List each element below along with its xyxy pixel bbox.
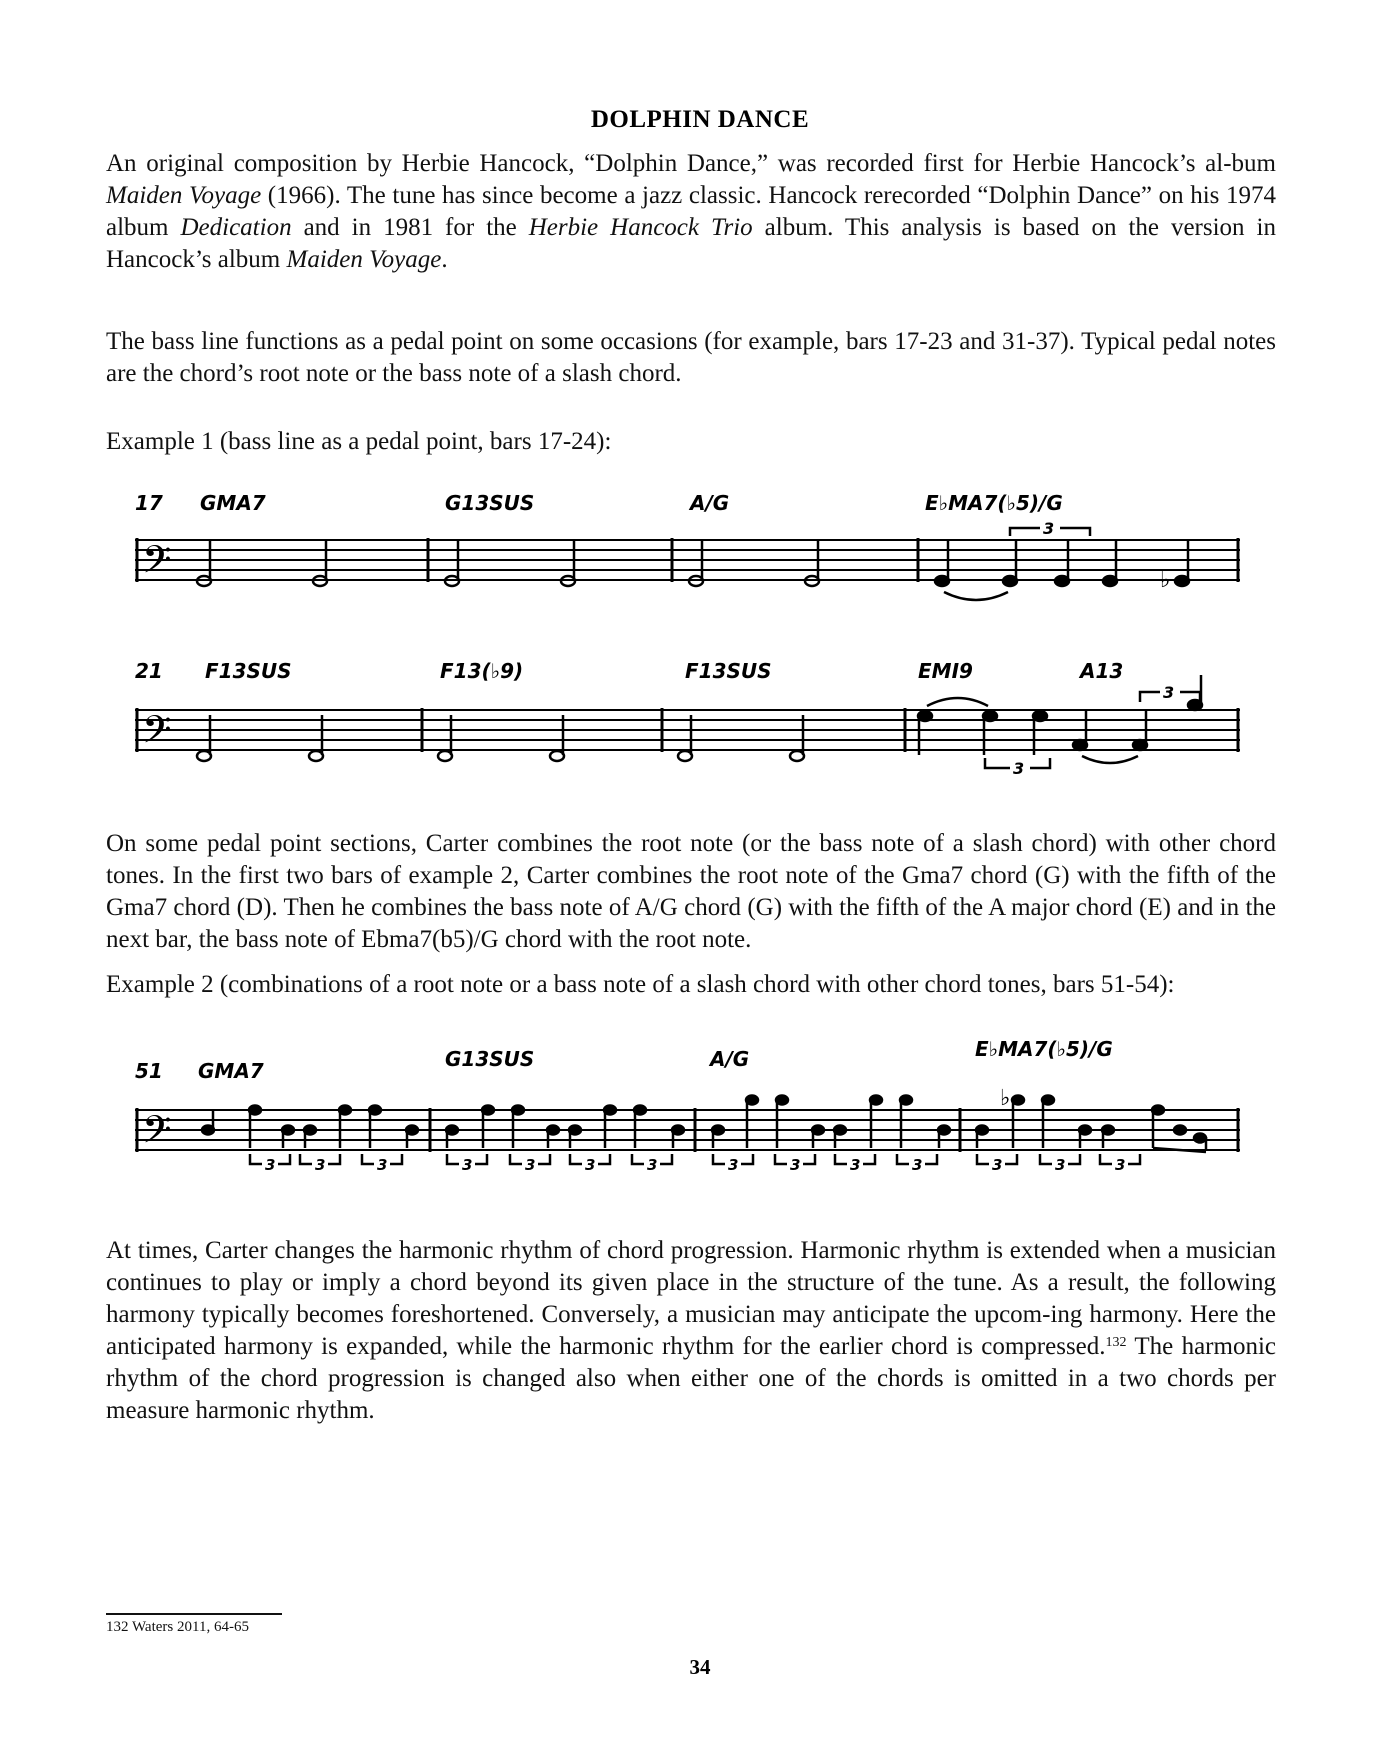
text-run: The harmonic rhythm of the chord progression is changed also when either one of the chords is omitted in a two chords per measure harmonic rhythm. xyxy=(106,1333,1276,1424)
tuplet-number: 3 xyxy=(1115,1156,1126,1174)
bass-clef-icon: 𝄢 xyxy=(142,1107,172,1161)
bass-clef-icon: 𝄢 xyxy=(142,707,172,761)
pedal-point-paragraph: The bass line functions as a pedal point on some occasions (for example, bars 17-23 and 31-37). Typical pedal notes are the chord’s root note or the bass note of a slash chord. xyxy=(106,328,1276,387)
text-run: and in 1981 for the xyxy=(291,214,529,241)
bar-number: 21 xyxy=(135,659,163,683)
text-run: At times, Carter changes the harmonic rhythm of chord progression. Harmonic rhythm is extended when a musician continues to play or imply a chord beyond its given place in the structure of the tune. As a result, the following harmony typically becomes foreshortened. Conversely, a musician may anticipate the upcom-ing harmony. Here the anticipated harmony is expanded, while the harmonic rhythm for the earlier chord is compressed. xyxy=(106,1237,1276,1360)
flat-icon: ♭ xyxy=(1000,1086,1011,1111)
text-run: album. This analysis is based on the version in Hancock’s album xyxy=(106,214,1276,273)
album-title: Herbie Hancock Trio xyxy=(528,214,753,241)
tuplet-number: 3 xyxy=(1055,1156,1066,1174)
page-number: 34 xyxy=(689,1655,711,1679)
chord-symbol: GMA7 xyxy=(200,491,266,515)
tuplet-number: 3 xyxy=(525,1156,536,1174)
chord-symbol: GMA7 xyxy=(198,1059,264,1083)
tuplet-number: 3 xyxy=(315,1156,326,1174)
tuplet-number: 3 xyxy=(647,1156,658,1174)
harmonic-rhythm-paragraph xyxy=(106,1235,1276,1427)
chord-symbol: E♭MA7(♭5)/G xyxy=(975,1037,1113,1061)
bass-clef-icon: 𝄢 xyxy=(142,537,172,591)
notes xyxy=(197,715,804,761)
example-1-staff-2 xyxy=(0,650,1400,790)
bar-number: 51 xyxy=(135,1059,163,1083)
text-run: An original composition by Herbie Hancock, “Dolphin Dance,” was recorded first for Herbie Hancock’s al-bum xyxy=(106,150,1276,177)
chord-symbol: A/G xyxy=(710,1047,750,1071)
footnote-divider xyxy=(106,1613,282,1615)
tuplet-number: 3 xyxy=(265,1156,276,1174)
example-2-label: Example 2 (combinations of a root note or a bass note of a slash chord with other chord tones, bars 51-54): xyxy=(106,971,1175,998)
chord-symbol: EMI9 xyxy=(918,659,973,683)
tuplet-number: 3 xyxy=(585,1156,596,1174)
tuplet-number: 3 xyxy=(992,1156,1003,1174)
tuplet-number: 3 xyxy=(728,1156,739,1174)
text-run: (1966). The tune has since become a jazz classic. Hancock rerecorded “Dolphin Dance” on his 1974 album xyxy=(106,182,1276,241)
tuplet-number: 3 xyxy=(1163,683,1175,702)
chord-symbol: A13 xyxy=(1080,659,1124,683)
chord-symbol: F13(♭9) xyxy=(440,659,524,683)
bar-number: 17 xyxy=(135,491,163,515)
album-title: Maiden Voyage xyxy=(106,182,262,209)
text-run: . xyxy=(441,246,448,273)
example-1-label: Example 1 (bass line as a pedal point, bars 17-24): xyxy=(106,428,612,455)
example-1-staff-1 xyxy=(0,480,1400,620)
combination-paragraph: On some pedal point sections, Carter combines the root note (or the bass note of a slash chord) with other chord tones. In the first two bars of example 2, Carter combines the root note of the Gma7 chord (G) with the fifth of the Gma7 chord (D). Then he combines the bass note of A/G chord (G) with the fifth of the A major chord (E) and in the next bar, the bass note of Ebma7(b5)/G chord with the root note. xyxy=(106,830,1276,953)
staff-lines xyxy=(135,540,1240,580)
tuplet-number: 3 xyxy=(1043,519,1055,538)
album-title: Dedication xyxy=(180,214,292,241)
tuplet-number: 3 xyxy=(377,1156,388,1174)
tuplet-number: 3 xyxy=(790,1156,801,1174)
album-title: Maiden Voyage xyxy=(286,246,442,273)
triplet-notes xyxy=(202,1096,1206,1153)
chord-symbol: E♭MA7(♭5)/G xyxy=(925,491,1063,515)
staff-lines xyxy=(135,1110,1240,1150)
page-title: DOLPHIN DANCE xyxy=(590,106,810,133)
chord-symbol: F13SUS xyxy=(205,659,292,683)
tuplet-number: 3 xyxy=(1013,759,1025,778)
chord-symbol: F13SUS xyxy=(685,659,772,683)
tuplet-number: 3 xyxy=(462,1156,473,1174)
flat-icon: ♭ xyxy=(1160,568,1171,593)
footnote: 132 Waters 2011, 64-65 xyxy=(106,1619,249,1635)
footnote-ref[interactable]: 132 xyxy=(1105,1335,1127,1350)
chord-symbol: A/G xyxy=(690,491,730,515)
chord-symbol: G13SUS xyxy=(445,1047,535,1071)
tuplet-number: 3 xyxy=(850,1156,861,1174)
intro-paragraph xyxy=(106,148,1276,276)
example-2-staff xyxy=(0,1030,1400,1180)
tuplet-number: 3 xyxy=(912,1156,923,1174)
chord-symbol: G13SUS xyxy=(445,491,535,515)
